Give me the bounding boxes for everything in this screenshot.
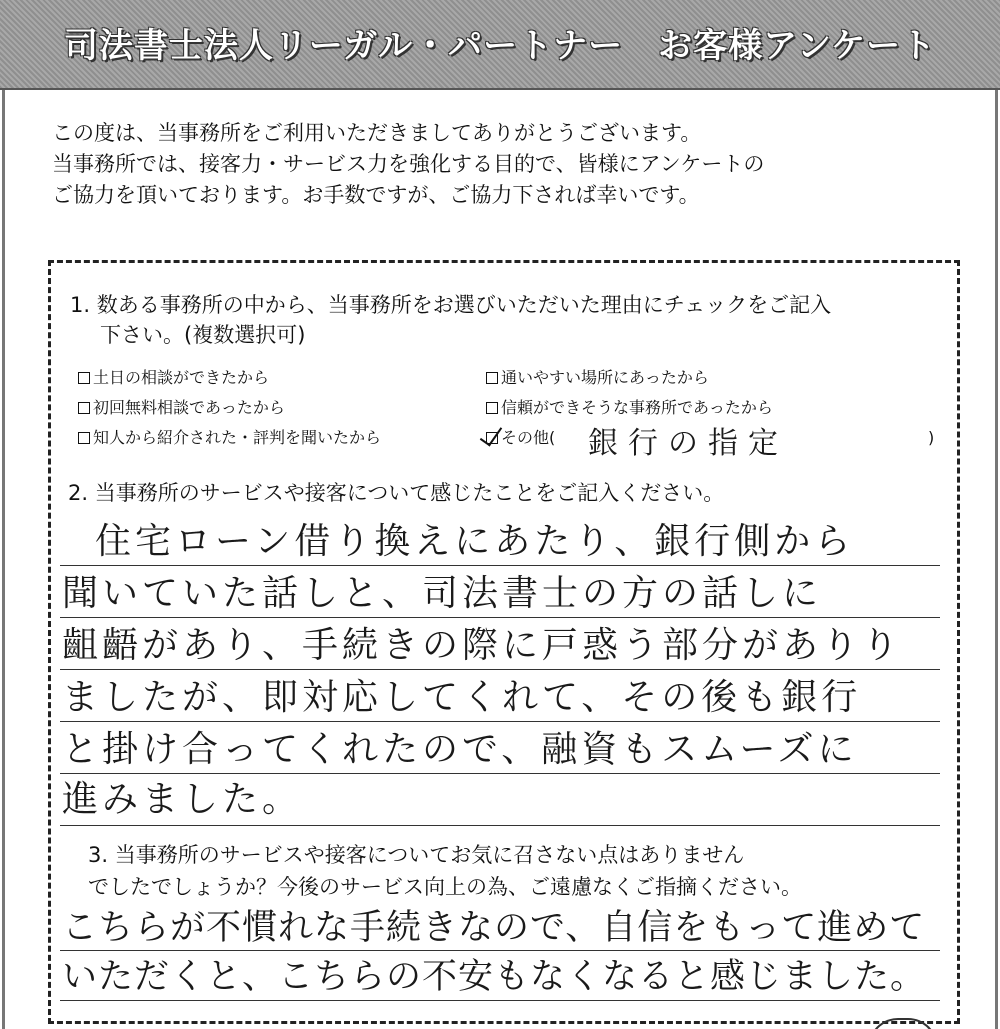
intro-line: この度は、当事務所をご利用いただきましてありがとうございます。 [52,121,702,145]
answer-3-line: こちらが不慣れな手続きなので、自信をもって進めて [62,908,926,948]
answer-2-line: 齟齬があり、手続きの際に戸惑う部分がありり [62,625,903,666]
checked-checkbox-icon[interactable] [486,432,498,444]
checkbox-icon[interactable] [78,432,90,444]
survey-title: 司法書士法人リーガル・パートナー お客様アンケート [63,26,937,66]
other-close-paren: ) [928,428,935,447]
answer-2-line: 進みました。 [62,779,303,820]
intro-text [52,118,952,211]
answer-3-line: いただくと、こちらの不安もなくなると感じました。 [62,957,927,997]
question-3-text: 3. 当事務所のサービスや接客についてお気に召さない点はありません [88,843,745,867]
option-free-first-consultation[interactable]: 初回無料相談であったから [78,398,285,418]
checkbox-icon[interactable] [486,372,498,384]
checkbox-icon[interactable] [78,372,90,384]
frame-left-border [2,90,5,1029]
answer-2-line: 住宅ローン借り換えにあたり、銀行側から [95,521,855,562]
question-3-text-cont: でしたでしょうか？今後のサービス向上の為、ご遠慮なくご指摘ください。 [88,875,802,899]
answer-2-line: と掛け合ってくれたので、融資もスムーズに [62,729,858,770]
checkbox-icon[interactable] [78,402,90,414]
checkbox-icon[interactable] [486,402,498,414]
survey-header [0,0,1000,90]
option-convenient-location[interactable]: 通いやすい場所にあったから [486,368,709,388]
other-reason-handwritten: 銀行の指定 [588,426,788,461]
frame-right-border [995,90,998,1029]
question-1-text: 1. 数ある事務所の中から、当事務所をお選びいただいた理由にチェックをご記入 [70,293,832,317]
question-2-text: 2. 当事務所のサービスや接客について感じたことをご記入ください。 [68,481,725,505]
answer-2-line: 聞いていた話しと、司法書士の方の話しに [62,573,823,614]
option-trustworthy-office[interactable]: 信頼ができそうな事務所であったから [486,398,773,418]
intro-line: ご協力を頂いております。お手数ですが、ご協力下されば幸いです。 [52,183,700,207]
answer-2-line: ましたが、即対応してくれて、その後も銀行 [62,677,862,718]
option-referral[interactable]: 知人から紹介された・評判を聞いたから [78,428,381,448]
option-other[interactable]: その他( [486,428,555,448]
question-1-text-cont: 下さい。(複数選択可) [100,323,306,347]
answer-line [60,825,940,826]
intro-line: 当事務所では、接客力・サービス力を強化する目的で、皆様にアンケートの [52,152,765,176]
option-weekend-consultation[interactable]: 土日の相談ができたから [78,368,269,388]
